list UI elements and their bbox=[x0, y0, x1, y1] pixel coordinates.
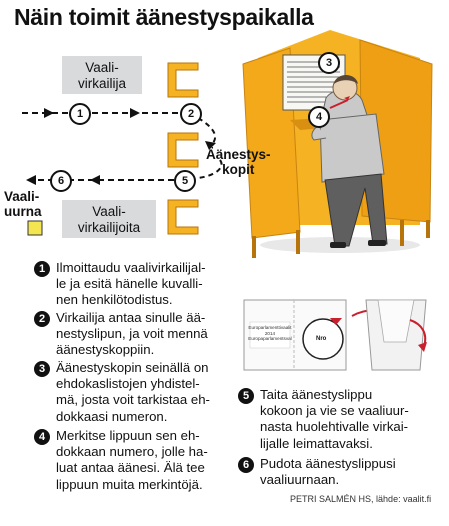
flow-marker-1: 1 bbox=[69, 103, 91, 125]
step-6 bbox=[238, 456, 443, 490]
step-3 bbox=[34, 360, 244, 426]
credit-author: PETRI SALMÉN HS, bbox=[290, 494, 374, 504]
step-number: 6 bbox=[238, 457, 254, 473]
ballot-box-label: Vaali- uurna bbox=[4, 189, 42, 219]
flow-marker-6: 6 bbox=[50, 170, 72, 192]
ballot-line-1: Europarlamenttivaalit bbox=[248, 325, 292, 330]
step-2 bbox=[34, 310, 244, 360]
step-4 bbox=[34, 428, 244, 494]
step-1 bbox=[34, 260, 244, 310]
flow-marker-2: 2 bbox=[180, 103, 202, 125]
officer-bottom-label: Vaali- virkailijoita bbox=[62, 200, 156, 238]
step-number: 3 bbox=[34, 361, 50, 377]
ballot-nro-label: Nro bbox=[316, 336, 327, 342]
booths-label: Äänestys- kopit bbox=[206, 147, 271, 177]
step-5 bbox=[238, 387, 443, 453]
ballot-box-square bbox=[28, 221, 42, 235]
step-number: 4 bbox=[34, 429, 50, 445]
step-text: Äänestyskopin seinällä on ehdokaslistojen yhdistel- mä, josta voit tarkistaa eh- dokkaasi numeron. bbox=[56, 360, 210, 424]
flow-marker-5: 5 bbox=[174, 170, 196, 192]
step-text: Merkitse lippuun sen eh- dokkaan numero, jolle ha- luat antaa äänesi. Älä tee lippuun muita merkintöjä. bbox=[56, 428, 208, 492]
credit-source: lähde: vaalit.fi bbox=[376, 494, 432, 504]
step-number: 5 bbox=[238, 388, 254, 404]
step-text: Pudota äänestyslippusi vaaliuurnaan. bbox=[260, 456, 396, 488]
booth-brackets bbox=[168, 63, 198, 234]
step-text: Ilmoittaudu vaalivirkailijal- le ja esitä hänelle kuvalli- nen henkilötodistus. bbox=[56, 260, 206, 308]
step-text: Virkailija antaa sinulle ää- nestyslipun, ja voit mennä äänestyskoppiin. bbox=[56, 310, 208, 358]
scene-marker-4: 4 bbox=[308, 106, 330, 128]
scene-marker-3: 3 bbox=[318, 52, 340, 74]
step-number: 1 bbox=[34, 261, 50, 277]
officer-top-label: Vaali- virkailija bbox=[62, 56, 142, 94]
ballot-line-3: Europaparlamentsval bbox=[248, 336, 292, 341]
credit-line bbox=[290, 494, 431, 504]
ballot-line-2: 2014 bbox=[264, 330, 276, 336]
ballot-header-text bbox=[248, 325, 292, 342]
step-text: Taita äänestyslippu kokoon ja vie se vaaliuur- nasta huolehtivalle virkai- lijalle leimattavaksi. bbox=[260, 387, 409, 451]
page-title: Näin toimit äänestyspaikalla bbox=[14, 4, 314, 30]
step-number: 2 bbox=[34, 311, 50, 327]
